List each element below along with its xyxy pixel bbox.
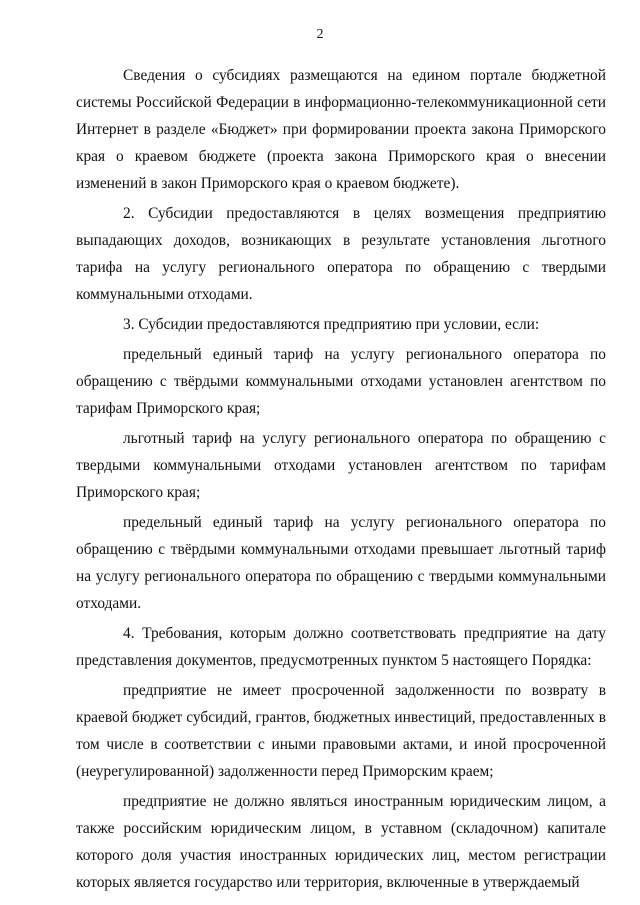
document-body [76, 62, 606, 896]
paragraph-item-2: 2. Субсидии предоставляются в целях возмещения предприятию выпадающих доходов, возникающих в результате установления льготного тарифа на услугу регионального оператора по обращению с твердыми коммунальными отходами. [76, 205, 606, 303]
paragraph-condition-3: предельный единый тариф на услугу регионального оператора по обращению с твёрдыми коммунальными отходами превышает льготный тариф на услугу регионального оператора по обращению с твердыми коммунальными отходами. [76, 514, 606, 612]
page-number: 2 [316, 27, 324, 42]
paragraph-item-4: 4. Требования, которым должно соответствовать предприятие на дату представления документов, предусмотренных пунктом 5 настоящего Порядка: [76, 625, 606, 669]
paragraph-requirement-2: предприятие не должно являться иностранным юридическим лицом, а также российским юридическим лицом, в уставном (складочном) капитале которого доля участия иностранных юридических лиц, местом регистрации которых является государство или территория, включенные в утверждаемый [76, 793, 606, 891]
paragraph-item-3: 3. Субсидии предоставляются предприятию при условии, если: [123, 316, 540, 333]
paragraph-subsidy-info: Сведения о субсидиях размещаются на едином портале бюджетной системы Российской Федерации в информационно-телекоммуникационной сети Интернет в разделе «Бюджет» при формировании проекта закона Приморского края о краевом бюджете (проекта закона Приморского края о внесении изменений в закон Приморского края о краевом бюджете). [76, 67, 606, 192]
paragraph-condition-1: предельный единый тариф на услугу регионального оператора по обращению с твёрдыми коммунальными отходами установлен агентством по тарифам Приморского края; [76, 346, 606, 417]
paragraph-requirement-1: предприятие не имеет просроченной задолженности по возврату в краевой бюджет субсидий, грантов, бюджетных инвестиций, предоставленных в том числе в соответствии с иными правовыми актами, и иной просроченной (неурегулированной) задолженности перед Приморским краем; [76, 682, 606, 780]
paragraph-condition-2: льготный тариф на услугу регионального оператора по обращению с твердыми коммунальными отходами установлен агентством по тарифам Приморского края; [76, 430, 606, 501]
